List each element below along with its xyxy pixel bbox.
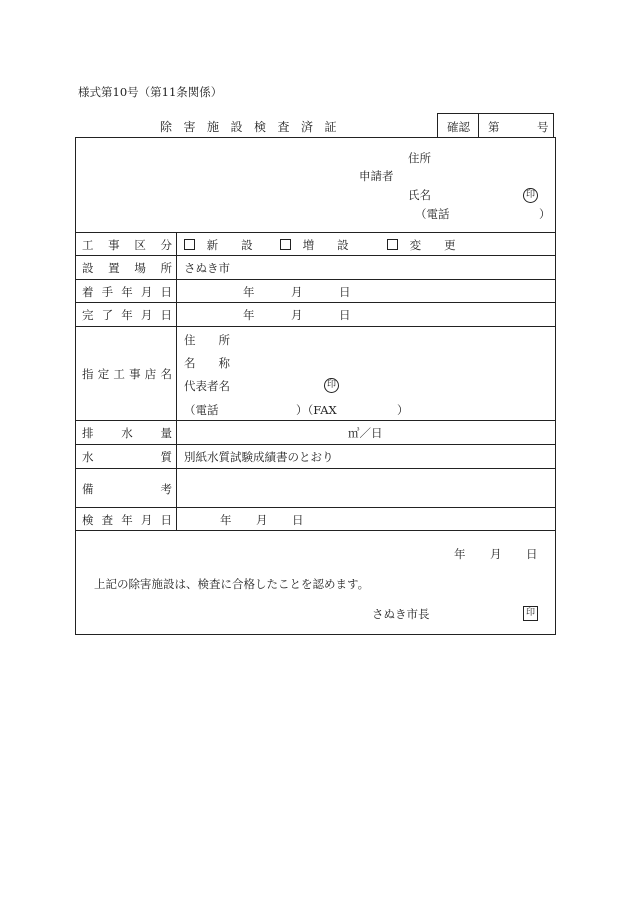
applicant-tel-close: ） (539, 207, 551, 221)
confirmation-box (437, 113, 554, 137)
applicant-seal: 印 (523, 188, 538, 203)
confirm-go: 号 (537, 120, 549, 134)
construction-type-label: 工事区分 (82, 238, 172, 252)
contractor-fax-label: ）（FAX (296, 403, 337, 417)
contractor-fax-close: ） (397, 403, 409, 417)
remarks-label: 備 考 (82, 482, 172, 496)
start-year: 年 (243, 285, 255, 299)
cert-year: 年 (454, 547, 466, 561)
option-expand[interactable]: 増 設 (280, 237, 349, 253)
applicant-name-label: 氏名 (408, 188, 431, 202)
contractor-label: 指定工事店名 (82, 367, 172, 381)
start-date-label: 着手年月日 (82, 285, 172, 299)
checkbox-icon (280, 239, 291, 250)
option-change[interactable]: 変 更 (387, 237, 456, 253)
contractor-seal: 印 (324, 378, 339, 393)
inspection-day: 日 (292, 513, 304, 527)
form-number: 様式第10号（第11条関係） (78, 85, 223, 99)
discharge-label: 排 水 量 (82, 426, 172, 440)
finish-year: 年 (243, 308, 255, 322)
contractor-tel-label: （電話 (184, 403, 219, 417)
cert-statement: 上記の除害施設は、検査に合格したことを認めます。 (94, 577, 370, 591)
water-quality-value: 別紙水質試験成績書のとおり (184, 450, 334, 464)
start-month: 月 (291, 285, 303, 299)
inspection-date-label: 検査年月日 (82, 513, 172, 527)
certificate-form (75, 137, 556, 635)
cert-month: 月 (490, 547, 502, 561)
location-label: 設置場所 (82, 261, 172, 275)
contractor-address-label: 住 所 (184, 333, 230, 347)
contractor-name-label: 名 称 (184, 356, 230, 370)
confirm-label: 確認 (447, 120, 470, 134)
issuer-seal: 印 (523, 606, 538, 621)
checkbox-icon (387, 239, 398, 250)
checkbox-icon (184, 239, 195, 250)
inspection-month: 月 (256, 513, 268, 527)
finish-day: 日 (339, 308, 351, 322)
applicant-role: 申請者 (359, 169, 394, 183)
contractor-rep-label: 代表者名 (184, 379, 230, 393)
water-quality-label: 水 質 (82, 450, 172, 464)
location-value: さぬき市 (184, 261, 230, 275)
finish-date-label: 完了年月日 (82, 308, 172, 322)
applicant-address-label: 住所 (408, 151, 431, 165)
confirm-dai: 第 (488, 120, 500, 134)
finish-month: 月 (291, 308, 303, 322)
inspection-year: 年 (220, 513, 232, 527)
option-new[interactable]: 新 設 (184, 237, 253, 253)
cert-issuer: さぬき市長 (372, 607, 430, 621)
start-day: 日 (339, 285, 351, 299)
cert-day: 日 (526, 547, 538, 561)
discharge-unit: ㎥／日 (348, 426, 383, 440)
document-title: 除害施設検査済証 (160, 120, 349, 134)
applicant-tel-label: （電話 (415, 207, 450, 221)
